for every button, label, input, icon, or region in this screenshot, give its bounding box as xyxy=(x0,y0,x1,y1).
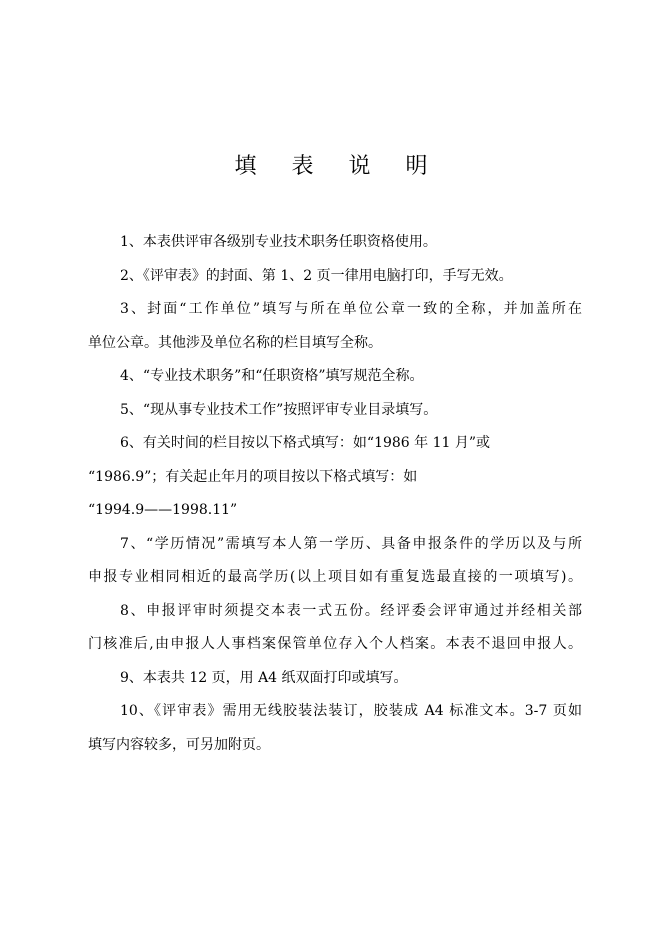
instruction-line: 10、《评审表》需用无线胶装法装订，胶装成 A4 标准文本。3-7 页如 xyxy=(120,703,582,719)
instruction-item-9 xyxy=(88,662,582,696)
instruction-item-6 xyxy=(88,427,582,528)
instruction-line: 1、本表供评审各级别专业技术职务任职资格使用。 xyxy=(120,234,437,250)
instruction-line: 申报专业相同相近的最高学历(以上项目如有重复选最直接的一项填写)。 xyxy=(88,569,582,585)
instruction-item-5 xyxy=(88,394,582,428)
instruction-line: 3、封面“工作单位”填写与所在单位公章一致的全称，并加盖所在 xyxy=(120,301,582,317)
instruction-item-2 xyxy=(88,260,582,294)
instruction-line: 8、申报评审时须提交本表一式五份。经评委会评审通过并经相关部 xyxy=(120,602,582,619)
instruction-line: 9、本表共 12 页，用 A4 纸双面打印或填写。 xyxy=(120,669,408,686)
instruction-line: 门核准后,由申报人人事档案保管单位存入个人档案。本表不退回申报人。 xyxy=(88,636,582,652)
instruction-line: 7、“学历情况”需填写本人第一学历、具备申报条件的学历以及与所 xyxy=(120,535,582,552)
instruction-line: 6、有关时间的栏目按以下格式填写：如“1986 年 11 月”或 xyxy=(120,435,491,451)
instruction-line: 填写内容较多，可另加附页。 xyxy=(88,736,270,753)
instruction-line: “1986.9”；有关起止年月的项目按以下格式填写：如 xyxy=(88,468,418,485)
instructions-list xyxy=(88,226,582,762)
instruction-item-3 xyxy=(88,293,582,360)
instruction-line: 2、《评审表》的封面、第 1、2 页一律用电脑打印，手写无效。 xyxy=(120,267,513,284)
instruction-line: 单位公章。其他涉及单位名称的栏目填写全称。 xyxy=(88,334,382,351)
instruction-line: 5、“现从事专业技术工作”按照评审专业目录填写。 xyxy=(120,401,438,418)
instruction-item-8 xyxy=(88,595,582,662)
instruction-item-1 xyxy=(88,226,582,260)
instruction-item-10 xyxy=(88,695,582,762)
instruction-line: “1994.9——1998.11” xyxy=(88,502,238,518)
instruction-item-4 xyxy=(88,360,582,394)
instruction-item-7 xyxy=(88,528,582,595)
instruction-line: 4、“专业技术职务”和“任职资格”填写规范全称。 xyxy=(120,368,424,384)
page-title: 填 表 说 明 xyxy=(234,154,442,179)
